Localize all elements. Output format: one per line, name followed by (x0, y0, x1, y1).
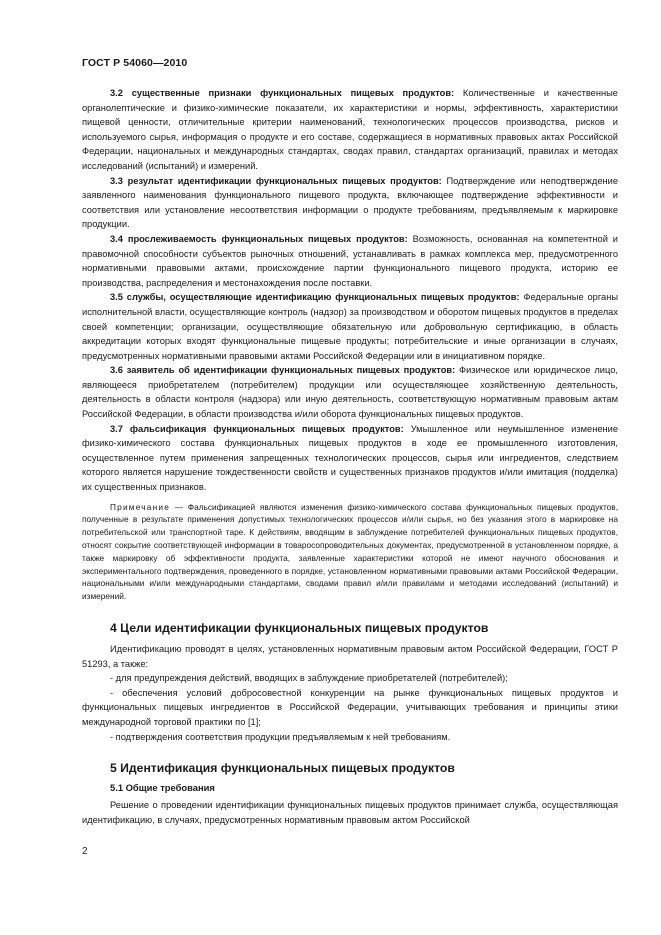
clause-3-7 (82, 422, 618, 495)
clause-3-5 (82, 290, 618, 363)
clause-3-3 (82, 174, 618, 232)
clause-term: 3.5 службы, осуществляющие идентификацию функциональных пищевых продуктов: (110, 292, 520, 303)
page-number: 2 (82, 846, 88, 857)
clause-text: Подтверждение или неподтверждение заявленного наименования функционального пищевого продукта, включающее подтверждение эффективности и соответствия или установление несоответствия информации о продукте требованиям, предъявляемым к маркировке продукции. (82, 175, 618, 230)
note-label: Примечание (110, 501, 171, 512)
clause-term: 3.6 заявитель об идентификации функциональных пищевых продуктов: (110, 365, 456, 376)
section-5-1-text: Решение о проведении идентификации функциональных пищевых продуктов принимает служба, осуществляющая идентификацию, в случаях, предусмотренных нормативным правовым актом Российской (82, 800, 618, 825)
section-5-heading: 5 Идентификация функциональных пищевых продуктов (110, 761, 455, 776)
clause-text: Возможность, основанная на компетентной и правомочной способности субъектов рыночных отношений, устанавливать в рамках комплекса мер, предусмотренного нормативными правовыми актами, происхождение партии функционального пищевого продукта, историю ее производства, распределения и местонахождения после поставки. (82, 233, 619, 288)
clause-text: Физическое или юридическое лицо, являющееся приобретателем (потребителем) продукции или осуществляющее хозяйственную деятельность, деятельность в области контроля (надзора) или иную деятельность, соответствующую нормативным правовым актам Российской Федерации, в области производства и/или оборота функциональных пищевых продуктов. (82, 365, 618, 420)
clause-term: 3.4 прослеживаемость функциональных пищевых продуктов: (110, 233, 408, 244)
document-code: ГОСТ Р 54060—2010 (82, 57, 188, 69)
clause-term: 3.7 фальсификация функциональных пищевых продуктов: (110, 423, 404, 434)
clause-text: Умышленное или неумышленное изменение физико-химического состава функциональных пищевых продуктов в ходе ее промышленного изготовления, осуществленное путем применения запрещенных технологических процессов, сырья или ингредиентов, следствием которого является нарушение тождественности свойств и существенных признаков продуктов и/или имитация (подделка) их существенных признаков. (82, 423, 618, 493)
page-content (82, 86, 618, 827)
list-item: - подтверждения соответствия продукции предъявляемым к ней требованиям. (110, 731, 451, 742)
subsection-5-1-heading: 5.1 Общие требования (110, 782, 215, 794)
clause-text: Количественные и качественные органолептические и физико-химические показатели, их характеристики и нормы, эффективность, характеристики пищевой ценности, отличительные критерии наименований, технологических процессов производства, рисков и используемого сырья, информация о продукте и его составе, содержащиеся в нормативных правовых актах Российской Федерации, национальных и международных стандартах, сводах правил, стандартах организаций, правилах и методах исследований (испытаний) и измерений. (82, 88, 618, 171)
clause-term: 3.3 результат идентификации функциональных пищевых продуктов: (110, 175, 442, 186)
note-text: — Фальсификацией являются изменения физико-химического состава функциональных пищевых продуктов, полученные в результате применения допустимых технологических процессов и/или сырья, но без указания этого в маркировке на потребительской или транспортной таре. К действиям, вводящим в заблуждение потребителей функциональных пищевых продуктов, относят сокрытие соответствующей информации в товаросопроводительных документах, предусмотренной в установленном порядке, а также маркировку об эффективности продукта, заявленные характеристики которой не имеют научного обоснования и экспериментального подтверждения, проведенного в порядке, установленном нормативными правовыми актами Российской Федерации, национальными и/или международными стандартами, сводами правил и/или правилами и методами исследований (испытаний) и измерений. (82, 501, 618, 602)
clause-3-4 (82, 232, 618, 290)
section-4-intro: Идентификацию проводят в целях, установленных нормативным правовым актом Российской Федерации, ГОСТ Р 51293, а также: (82, 644, 618, 669)
clause-3-2 (82, 86, 618, 174)
list-item: - обеспечения условий добросовестной конкуренции на рынке функциональных пищевых продуктов и функциональных пищевых ингредиентов в Российской Федерации, учитывающих требования и принципы этики международной торговой практики по [1]; (82, 687, 618, 727)
clause-text: Федеральные органы исполнительной власти, осуществляющие контроль (надзор) за производством и оборотом пищевых продуктов в пределах своей компетенции; организации, осуществляющие обязательную или добровольную сертификацию, в область аккредитации которых входят функциональные пищевые продукты; потребительские и иные организации в случаях, предусмотренных нормативными правовыми актами Российской Федерации или в инициативном порядке. (82, 292, 619, 361)
section-4-heading: 4 Цели идентификации функциональных пищевых продуктов (110, 621, 489, 635)
note (82, 501, 618, 603)
clause-3-6 (82, 363, 618, 421)
list-item: - для предупреждения действий, вводящих в заблуждение приобретателей (потребителей); (110, 673, 508, 684)
clause-term: 3.2 существенные признаки функциональных пищевых продуктов: (110, 88, 455, 98)
